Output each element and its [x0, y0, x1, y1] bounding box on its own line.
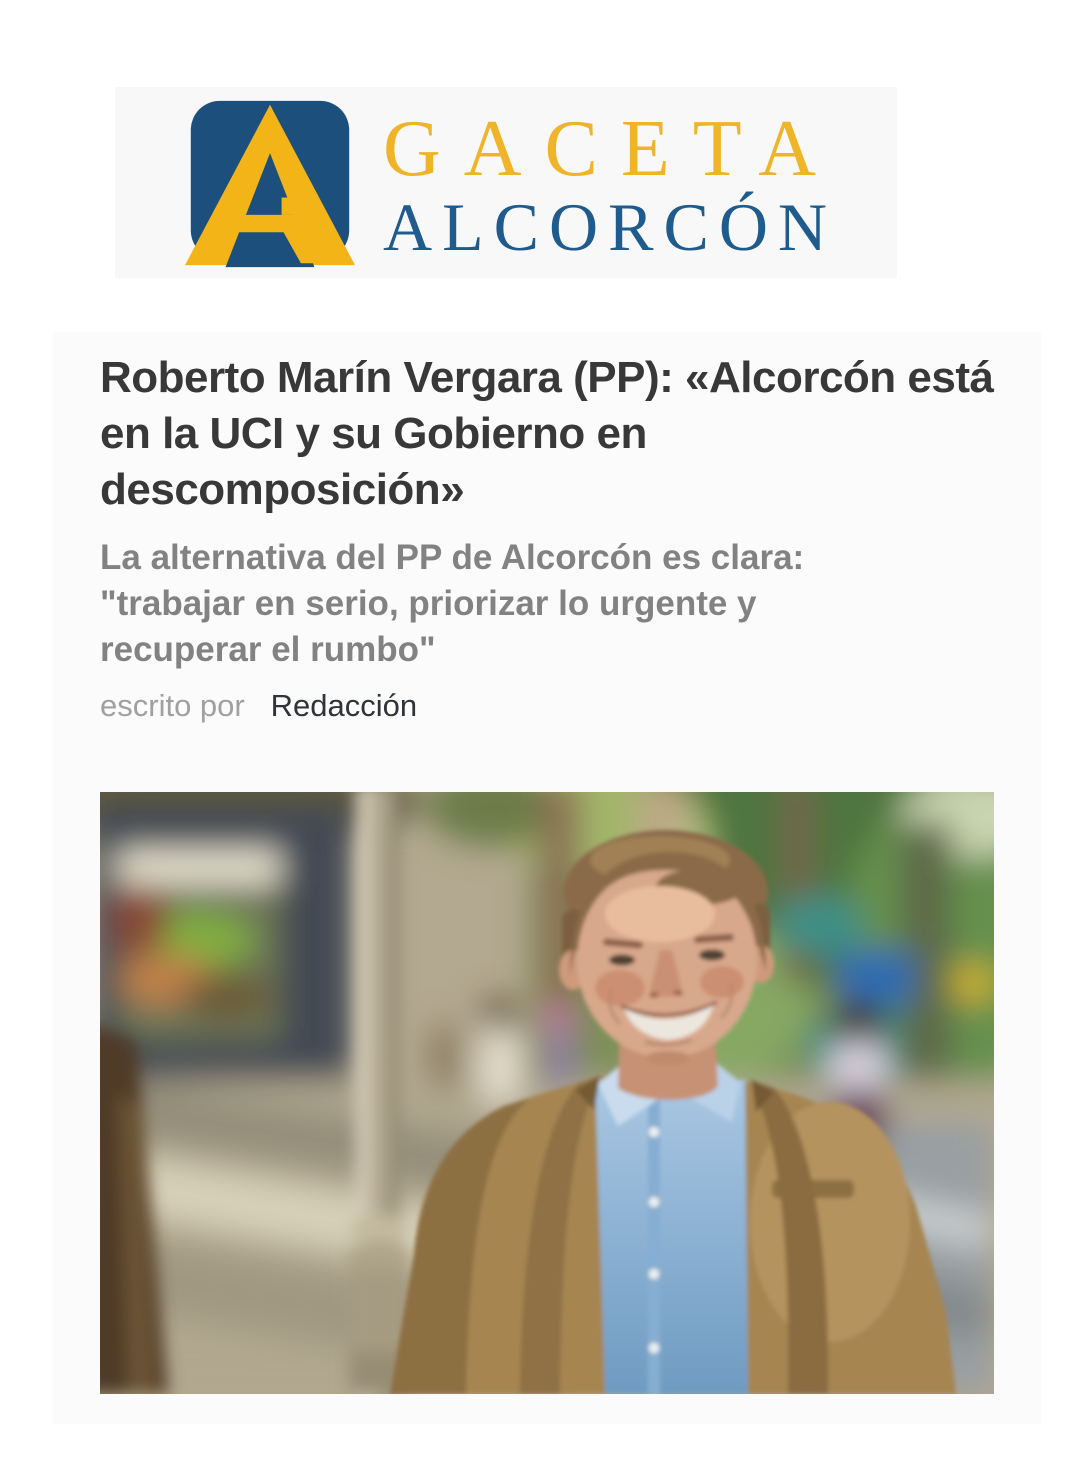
article-subtitle: [100, 535, 804, 673]
article-title: [100, 350, 993, 518]
subtitle-line: "trabajar en serio, priorizar lo urgente y: [100, 584, 757, 623]
article-image: [100, 792, 994, 1394]
subtitle-line: recuperar el rumbo": [100, 630, 436, 669]
byline: [100, 688, 417, 724]
title-line: en la UCI y su Gobierno en: [100, 409, 647, 458]
article-photo-illustration: [100, 792, 994, 1394]
logo-wordmark-top: GACETA: [383, 105, 840, 193]
title-line: Roberto Marín Vergara (PP): «Alcorcón está: [100, 353, 994, 402]
byline-author-link[interactable]: Redacción: [270, 688, 418, 723]
site-logo-link[interactable]: [115, 87, 897, 278]
title-line: descomposición»: [100, 465, 465, 514]
gaceta-alcorcon-logo-icon: [185, 100, 355, 268]
byline-prefix: escrito por: [100, 688, 245, 723]
subtitle-line: La alternativa del PP de Alcorcón es clara:: [100, 538, 805, 577]
byline-space: [253, 688, 262, 723]
article-card: [53, 332, 1041, 1424]
logo-wordmark-bottom: ALCORCÓN: [383, 189, 838, 265]
